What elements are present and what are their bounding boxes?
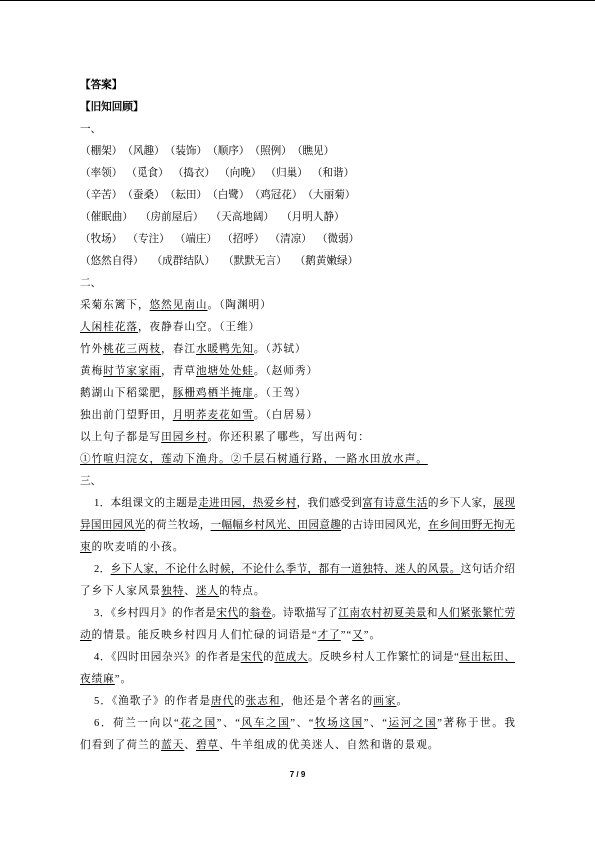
poem-line bbox=[80, 317, 515, 339]
vocab-row bbox=[80, 141, 515, 163]
vocab-word: （和谐） bbox=[311, 168, 355, 179]
vocab-word: （白鹭） bbox=[207, 190, 250, 201]
answer-heading: 【答案】 bbox=[80, 80, 123, 91]
underlined-answer: 唐代 bbox=[210, 696, 235, 707]
underlined-answer: 花之国 bbox=[178, 718, 217, 729]
text-segment: ”、“ bbox=[290, 718, 314, 729]
text-segment: 的古诗田园风光， bbox=[341, 520, 429, 531]
vocab-row bbox=[80, 229, 515, 251]
vocab-word: （归巢） bbox=[265, 168, 308, 179]
poem-line bbox=[80, 383, 515, 405]
text-segment: 。你还积累了哪些，写出两句： bbox=[207, 432, 370, 443]
text-segment: ，他还是个著名的 bbox=[280, 696, 374, 707]
vocab-word: （率领） bbox=[80, 168, 123, 179]
underlined-answer: 又 bbox=[352, 630, 364, 641]
underlined-answer: 富有诗意生活 bbox=[362, 498, 428, 509]
vocab-word: （辛苦） bbox=[80, 190, 123, 201]
underlined-answer: 时节家家雨 bbox=[103, 366, 162, 377]
text-segment: 独出前门望野田， bbox=[80, 410, 173, 421]
poem-line bbox=[80, 295, 515, 317]
text-segment: 、牛羊组成的优美迷人、自然和谐的景观。 bbox=[219, 740, 440, 751]
text-segment: 鹅湖山下稻粱肥， bbox=[80, 388, 173, 399]
poem-line bbox=[80, 427, 515, 449]
vocab-word: （催眠曲） bbox=[80, 212, 133, 223]
text-segment: 以上句子都是写 bbox=[80, 432, 162, 443]
vocab-word: （天高地阔） bbox=[210, 212, 275, 223]
text-segment: ”“ bbox=[340, 630, 353, 641]
text-segment: ”著称于世。我 bbox=[437, 718, 516, 729]
underlined-answer: 人闲桂花落 bbox=[80, 322, 138, 333]
text-segment: ”。 bbox=[114, 674, 133, 685]
vocab-word: （顺序） bbox=[207, 146, 250, 157]
text-segment: 3．《乡村四月》的作者是 bbox=[94, 608, 217, 619]
poem-lines bbox=[80, 295, 515, 471]
vocab-word: （招呼） bbox=[222, 234, 265, 245]
underlined-answer: 画家 bbox=[373, 696, 397, 707]
underlined-answer: 才了 bbox=[317, 630, 341, 641]
underlined-answer: 宋代 bbox=[216, 608, 239, 619]
underlined-answer: 范成大 bbox=[274, 652, 309, 663]
section-3-questions bbox=[80, 471, 515, 757]
question-item bbox=[80, 647, 515, 691]
poem-line bbox=[80, 449, 515, 471]
text-segment: 采菊东篱下， bbox=[80, 300, 150, 311]
underlined-answer: 水暖鸭先知 bbox=[195, 344, 254, 355]
underlined-answer: 桃花三两枝 bbox=[103, 344, 162, 355]
page-number: 7 / 9 bbox=[289, 770, 306, 779]
vocab-word: （捣衣） bbox=[172, 168, 216, 179]
text-segment: 。诗歌描写了 bbox=[271, 608, 339, 619]
vocab-row bbox=[80, 185, 515, 207]
text-segment: 5．《渔歌子》的作者是 bbox=[94, 696, 211, 707]
text-segment: 。（王驾） bbox=[253, 388, 307, 399]
underlined-answer: 碧草 bbox=[195, 740, 220, 751]
text-segment: 、 bbox=[184, 740, 196, 751]
text-segment: 竹外 bbox=[80, 344, 104, 355]
underlined-answer: 人们紧张繁忙劳 bbox=[438, 608, 516, 619]
text-segment: 1．本组课文的主题是 bbox=[94, 498, 199, 509]
answer-line bbox=[80, 647, 515, 669]
vocab-row bbox=[80, 251, 515, 273]
underlined-answer: 走进田园，热爱乡村 bbox=[198, 498, 297, 509]
vocab-word: （装饰） bbox=[164, 146, 208, 157]
text-segment: 和 bbox=[426, 608, 439, 619]
vocab-word: （微弱） bbox=[316, 234, 360, 245]
underlined-answer: 乡下人家，不论什么时候，不论什么季节，都有一道独特、迷人的风景。 bbox=[110, 564, 461, 575]
vocab-word: （默默无言） bbox=[223, 256, 287, 267]
question-item bbox=[80, 603, 515, 647]
vocab-row bbox=[80, 163, 515, 185]
section-1-label: 一、 bbox=[80, 124, 102, 135]
text-segment: 。（白居易） bbox=[253, 410, 319, 421]
vocab-word: （大丽菊） bbox=[302, 190, 356, 201]
vocab-word: （牧场） bbox=[80, 234, 123, 245]
vocab-word: （专注） bbox=[127, 234, 170, 245]
answer-line bbox=[80, 559, 515, 581]
vocab-word: （成群结队） bbox=[151, 256, 216, 267]
text-segment: 。反映乡村人工作繁忙的词是“ bbox=[308, 652, 459, 663]
vocab-word: （清凉） bbox=[269, 234, 312, 245]
underlined-answer: 独特 bbox=[161, 586, 185, 597]
text-segment: 、 bbox=[184, 586, 196, 597]
answer-line bbox=[80, 625, 515, 647]
vocab-word: （鸡冠花） bbox=[249, 190, 303, 201]
underlined-answer: 动 bbox=[80, 630, 92, 641]
vocab-word: （瞧见） bbox=[291, 146, 335, 157]
underlined-answer: 张志和 bbox=[245, 696, 281, 707]
question-item bbox=[80, 713, 515, 757]
underlined-answer: 昼出耘田、 bbox=[458, 652, 516, 663]
text-segment: 。（赵师秀） bbox=[253, 366, 319, 377]
section-1-vocabulary bbox=[80, 119, 515, 273]
underlined-answer: 运河之国 bbox=[386, 718, 438, 729]
vocab-word: （向晚） bbox=[219, 168, 262, 179]
vocab-word: （觅食） bbox=[126, 168, 169, 179]
answer-line bbox=[80, 713, 515, 735]
text-segment: 4．《四时田园杂兴》的作者是 bbox=[94, 652, 241, 663]
answer-line bbox=[80, 515, 515, 537]
text-segment: 了乡下人家风景 bbox=[80, 586, 162, 597]
answer-content bbox=[80, 75, 515, 757]
vocab-word: （耘田） bbox=[164, 190, 208, 201]
vocab-word: （鹅黄嫩绿） bbox=[294, 256, 359, 267]
underlined-answer: 翁卷 bbox=[249, 608, 272, 619]
answer-line bbox=[80, 691, 515, 713]
text-segment: ，春江 bbox=[161, 344, 196, 355]
underlined-answer: 在乡间田野无拘无 bbox=[428, 520, 516, 531]
answer-line bbox=[80, 581, 515, 603]
review-heading: 【旧知回顾】 bbox=[80, 102, 144, 113]
text-segment: ”、“ bbox=[216, 718, 240, 729]
text-segment: 黄梅 bbox=[80, 366, 104, 377]
text-segment: 。 bbox=[396, 696, 409, 707]
underlined-answer: 江南农村初夏美景 bbox=[338, 608, 427, 619]
underlined-answer: 田园乡村 bbox=[161, 432, 208, 443]
underlined-answer: 牧场这国 bbox=[313, 718, 364, 729]
text-segment: 们看到了荷兰的 bbox=[80, 740, 162, 751]
underlined-answer: 一幅幅乡村风光、田园意趣 bbox=[210, 520, 342, 531]
text-segment: 2． bbox=[94, 564, 111, 575]
poem-line bbox=[80, 405, 515, 427]
vocab-word: （照例） bbox=[249, 146, 292, 157]
text-segment: 。（苏轼） bbox=[253, 344, 307, 355]
question-item bbox=[80, 691, 515, 713]
underlined-answer: 悠然见南山 bbox=[149, 300, 208, 311]
text-segment: 的 bbox=[234, 696, 246, 707]
question-item bbox=[80, 493, 515, 559]
text-segment: ，夜静春山空。（王维） bbox=[137, 322, 261, 333]
underlined-answer: ①竹喧归浣女，莲动下渔舟。②千层石树通行路，一路水田放水声。 bbox=[80, 454, 428, 465]
underlined-answer: 宋代 bbox=[240, 652, 264, 663]
vocab-row bbox=[80, 207, 515, 229]
underlined-answer: 月明荞麦花如雪 bbox=[172, 410, 254, 421]
question-items bbox=[80, 493, 515, 757]
question-item bbox=[80, 559, 515, 603]
text-segment: ”、“ bbox=[363, 718, 387, 729]
vocab-word: （月明人静） bbox=[281, 212, 345, 223]
text-segment: 的 bbox=[263, 652, 275, 663]
section-3-label: 三、 bbox=[80, 476, 102, 487]
answer-line bbox=[80, 735, 515, 757]
vocab-word: （蚕桑） bbox=[122, 190, 165, 201]
underlined-answer: 异国田园风光 bbox=[80, 520, 146, 531]
vocab-word: （悠然自得） bbox=[80, 256, 144, 267]
text-segment: 的乡下人家， bbox=[427, 498, 494, 509]
underlined-answer: 迷人 bbox=[195, 586, 220, 597]
vocab-word: （风趣） bbox=[122, 146, 165, 157]
answer-line bbox=[80, 537, 515, 559]
underlined-answer: 池塘处处蛙 bbox=[195, 366, 254, 377]
text-segment: 的情景。能反映乡村四月人们忙碌的词语是“ bbox=[91, 630, 318, 641]
text-segment: 的 bbox=[238, 608, 250, 619]
underlined-answer: 展现 bbox=[493, 498, 516, 509]
text-segment: 的荷兰牧场， bbox=[145, 520, 211, 531]
underlined-answer: 豚栅鸡栖半掩扉 bbox=[172, 388, 254, 399]
vocab-word: （棚架） bbox=[80, 146, 123, 157]
text-segment: ，青草 bbox=[161, 366, 196, 377]
text-segment: ，我们感受到 bbox=[296, 498, 363, 509]
section-2-label: 二、 bbox=[80, 278, 102, 289]
text-segment: 的特点。 bbox=[219, 586, 266, 597]
underlined-answer: 束 bbox=[80, 542, 92, 553]
poem-line bbox=[80, 361, 515, 383]
vocab-word: （房前屋后） bbox=[139, 212, 204, 223]
text-segment: 6．荷兰一向以“ bbox=[94, 718, 179, 729]
text-segment: 这句话介绍 bbox=[460, 564, 516, 575]
poem-line bbox=[80, 339, 515, 361]
underlined-answer: 风车之国 bbox=[239, 718, 291, 729]
vocab-word: （端庄） bbox=[174, 234, 218, 245]
answer-line bbox=[80, 603, 515, 625]
answer-line bbox=[80, 669, 515, 691]
underlined-answer: 夜绩麻 bbox=[80, 674, 115, 685]
underlined-answer: 蓝天 bbox=[161, 740, 185, 751]
text-segment: 的吹麦哨的小孩。 bbox=[91, 542, 185, 553]
top-rule bbox=[0, 0, 595, 1]
text-segment: ”。 bbox=[363, 630, 382, 641]
section-2-poems bbox=[80, 273, 515, 471]
text-segment: 。（陶渊明） bbox=[207, 300, 272, 311]
vocab-rows bbox=[80, 141, 515, 273]
answer-line bbox=[80, 493, 515, 515]
